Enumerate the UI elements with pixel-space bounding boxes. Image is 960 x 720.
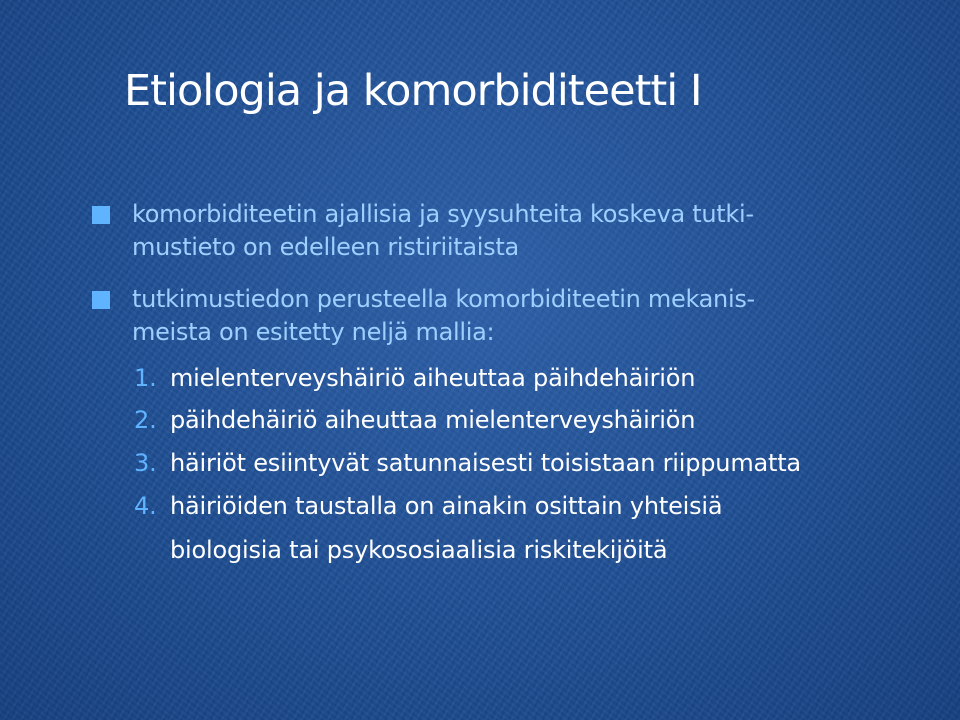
list-number: 2. [134, 406, 157, 434]
list-number: 3. [134, 449, 157, 477]
list-item [134, 491, 924, 565]
list-text: päihdehäiriö aiheuttaa mielenterveyshäiriön [170, 406, 696, 434]
bullet-text-line: mustieto on edelleen ristiriitaista [132, 233, 519, 261]
list-text-continuation: biologisia tai psykososiaalisia riskitekijöitä [170, 536, 668, 564]
list-number: 4. [134, 492, 157, 520]
bullet-square-icon [92, 206, 110, 224]
bullet-text-line: meista on esitetty neljä mallia: [132, 318, 495, 346]
bullet-text-line: komorbiditeetin ajallisia ja syysuhteita koskeva tutki- [132, 200, 754, 228]
list-text: häiriöt esiintyvät satunnaisesti toisistaan riippumatta [170, 449, 801, 477]
bullet-text [132, 283, 842, 349]
bullet-text [132, 198, 842, 264]
list-item [134, 363, 924, 393]
bullet-text-line: tutkimustiedon perusteella komorbiditeetin mekanis- [132, 285, 755, 313]
slide-title: Etiologia ja komorbiditeetti I [124, 66, 702, 116]
list-item [134, 405, 924, 435]
list-text: mielenterveyshäiriö aiheuttaa päihdehäiriön [170, 364, 696, 392]
list-text: häiriöiden taustalla on ainakin osittain yhteisiä [170, 492, 723, 520]
list-item [134, 448, 924, 478]
list-number: 1. [134, 364, 157, 392]
bullet-square-icon [92, 291, 110, 309]
